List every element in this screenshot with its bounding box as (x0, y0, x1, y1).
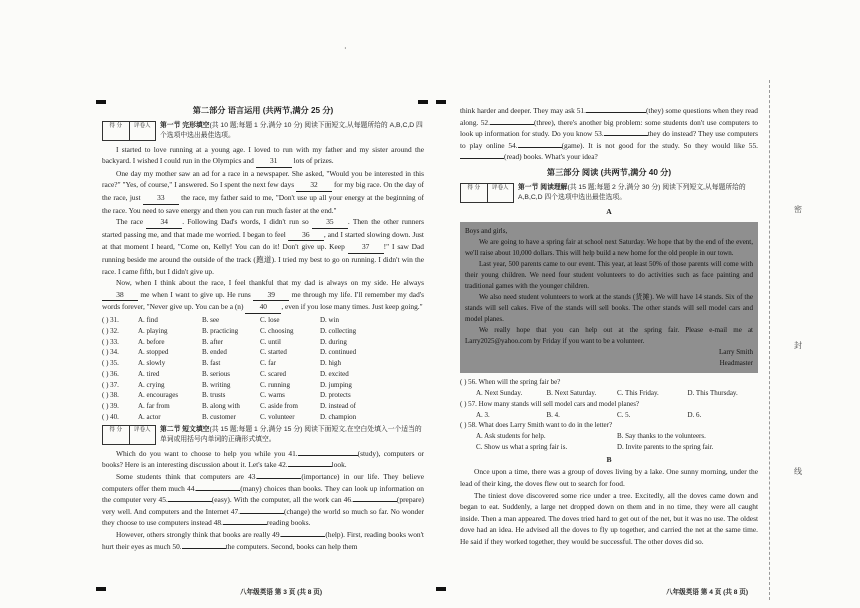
answer-blank[interactable] (288, 466, 332, 467)
option-c[interactable]: C. scared (260, 369, 287, 378)
notice-signature-name: Larry Smith (718, 348, 753, 357)
option-a[interactable]: A. find (138, 315, 158, 324)
score-label: 得 分 (103, 122, 130, 140)
question-number: ( ) 37. (102, 380, 119, 389)
section2-title: 第二部分 语言运用 (共两节,满分 25 分) (192, 106, 334, 115)
seal-mark-xian: 线 (794, 467, 802, 476)
answer-blank[interactable] (353, 501, 397, 502)
cloze-paragraph: I started to love running at a young age. I loved to run with my father and my sister around the backyard. I wished I could run in the Olympics and 31 lots of prizes. (102, 144, 424, 168)
option-d[interactable]: D. jumping (320, 380, 352, 389)
notice-paragraph: We are going to have a spring fair at school next Saturday. We hope that by the end of the event, we'll raise about 10,000 dollars. This will help build a new home for the old people in our town. (465, 238, 753, 258)
option-c[interactable]: C. choosing (260, 326, 294, 335)
registration-mark (436, 100, 446, 104)
option-c[interactable]: C. This Friday. (617, 388, 659, 397)
option-a[interactable]: A. far from (138, 402, 170, 411)
question-stem: ( ) 57. How many stands will sell model cars and model planes? (460, 399, 640, 408)
option-row (102, 337, 424, 348)
cloze-options (102, 315, 424, 423)
reading-instr-text: (共 15 题;每题 2 分,满分 30 分) 阅读下列短文,从每题所给的 A,B,C,D 四个选项中选出最佳选项。 (518, 183, 746, 201)
cloze-blank: 36 (288, 229, 324, 242)
fill-paragraph: Which do you want to choose to help you while you 41. (study), computers or books? Here is an interesting discussion about it. Let's take 42. look. (102, 448, 424, 470)
option-c[interactable]: C. started (260, 348, 287, 357)
answer-blank[interactable] (281, 536, 325, 537)
option-b[interactable]: B. trusts (202, 391, 226, 400)
option-c[interactable]: C. until (260, 337, 282, 346)
cloze-blank: 39 (253, 289, 289, 302)
passage-b-paragraph: The tiniest dove discovered some rice under a tree. Excitedly, all the doves came down and began to eat. Suddenly, a large net dropped down on them and in no time, they were all caught inside. Then a man appeared. The doves tried hard to get out of the net, but it was no use. The oldest dove had an idea. He advised all the doves to fly up together, and carried the net at the same time. He said if they worked together, they would be successful. The other doves did so. (460, 490, 758, 546)
answer-blank[interactable] (604, 135, 648, 136)
notice-greeting: Boys and girls, (465, 227, 508, 236)
option-row (102, 412, 424, 423)
left-exam-page (102, 84, 424, 584)
option-c[interactable]: C. running (260, 380, 290, 389)
cloze-paragraph: One day my mother saw an ad for a race in a newspaper. She asked, "Would you be interested in this race?" "Yes, of course," I answered. So I spent the next few days 32 for my big race. On the day of the race, just 33 the race, my father said to me, "Don't use up all your energy at the beginning of the race. You need to save energy and then you can run much faster at the end." (102, 168, 424, 215)
section3-title: 第三部分 阅读 (共两节,满分 40 分) (546, 167, 672, 177)
answer-blank[interactable] (240, 513, 284, 514)
page-footer-left: 八年级英语 第 3 页 (共 8 页) (240, 589, 323, 596)
reading-instructions (518, 183, 758, 203)
option-b[interactable]: B. customer (202, 413, 236, 422)
option-row (102, 347, 424, 358)
question-number: ( ) 33. (102, 337, 119, 346)
question-number: ( ) 31. (102, 315, 119, 324)
scan-speck: · (344, 44, 347, 53)
question-options (460, 431, 758, 442)
cloze-blank: 35 (312, 216, 348, 229)
passage-a-label: A (606, 206, 612, 216)
answer-blank[interactable] (168, 501, 212, 502)
cloze-blank: 40 (245, 301, 281, 314)
option-d[interactable]: D. instead of (320, 402, 356, 411)
fill-continuation: think harder and deeper. They may ask 51. (they) some questions when they read along. 52. (three), there's another big problem: some students don't use computers to look up information for study. Do you know 53. they do instead? They use computers to play online 54. (game). It is not good for the study. So they would like 55.(read) books. What's your idea? (460, 106, 758, 162)
option-c[interactable]: C. far (260, 359, 276, 368)
notice-paragraph: Last year, 500 parents came to our event. This year, at least 50% of those parents will come with their young children. We need four student volunteers to do activities such as face painting and traditional games with the younger children. (465, 260, 753, 291)
question-options (460, 442, 758, 453)
fill-paragraph: However, others strongly think that books are really 49. (help). First, reading books won't hurt their eyes as much 50. the computers. Second, books can help them (102, 530, 424, 551)
seal-mark-mi: 密 (794, 205, 802, 214)
question-number: ( ) 36. (102, 369, 119, 378)
option-c[interactable]: C. Show us what a spring fair is. (476, 442, 568, 451)
spring-fair-notice (460, 222, 758, 373)
option-c[interactable]: C. volunteer (260, 413, 295, 422)
cloze-passage (102, 144, 424, 314)
option-row (102, 315, 424, 326)
option-b[interactable]: B. writing (202, 380, 231, 389)
answer-blank[interactable] (490, 124, 534, 125)
grader-label: 评卷人 (491, 184, 509, 191)
answer-blank[interactable] (460, 158, 504, 159)
right-exam-page (460, 84, 758, 584)
score-label: 得 分 (103, 426, 130, 444)
option-c[interactable]: C. aside from (260, 402, 298, 411)
answer-blank[interactable] (518, 147, 562, 148)
option-b[interactable]: B. 4. (546, 410, 560, 419)
answer-blank[interactable] (223, 524, 267, 525)
option-a[interactable]: A. Ask students for help. (476, 432, 546, 441)
question-stem: ( ) 56. When will the spring fair be? (460, 378, 561, 387)
score-box (102, 121, 156, 141)
question-number: ( ) 39. (102, 402, 119, 411)
option-row (102, 369, 424, 380)
question-58 (460, 420, 758, 452)
option-d[interactable]: D. This Thursday. (687, 388, 738, 397)
option-b[interactable]: B. after (202, 337, 223, 346)
reading-header (460, 183, 758, 203)
option-a[interactable]: A. 3. (476, 410, 490, 419)
option-a[interactable]: A. playing (138, 326, 168, 335)
option-row (102, 326, 424, 337)
question-options (460, 388, 758, 399)
option-a[interactable]: A. encourages (138, 391, 179, 400)
option-d[interactable]: D. excited (320, 369, 349, 378)
answer-blank[interactable] (298, 455, 358, 456)
option-row (102, 401, 424, 412)
cloze-paragraph: The race 34 . Following Dad's words, I didn't run so 35 . Then the other runners started passing me, and that made me worried. I began to feel 36 , and I started slowing down. Just at that moment I heard, "Come on, Kelly! You can do it! Don't give up. Keep 37 !" I saw Dad running beside me around the outside of the track (跑道). I tried my best to go on running. I didn't win the race. I came fifth, but I didn't give up. (102, 217, 424, 276)
reading-heading: 第一节 阅读理解 (518, 183, 568, 191)
score-box (460, 183, 514, 203)
registration-mark (436, 587, 446, 591)
option-d[interactable]: D. collecting (320, 326, 357, 335)
option-a[interactable]: A. actor (138, 413, 161, 422)
passage-b-label: B (606, 454, 612, 464)
option-d[interactable]: D. protects (320, 391, 351, 400)
option-b[interactable]: B. fast (202, 359, 221, 368)
option-d[interactable]: D. win (320, 315, 340, 324)
cloze-blank: 38 (102, 289, 138, 302)
part1-instr-text: (共 10 题;每题 1 分,满分 10 分) 阅读下面短文,从每题所给的 A,B,C,D 四个选项中选出最佳选项。 (160, 121, 423, 139)
part2-header (102, 425, 424, 445)
option-a[interactable]: A. before (138, 337, 165, 346)
question-number: ( ) 40. (102, 413, 119, 422)
option-a[interactable]: A. tired (138, 369, 160, 378)
option-d[interactable]: D. Invite parents to the spring fair. (617, 442, 714, 451)
score-label: 得 分 (461, 184, 488, 202)
question-number: ( ) 32. (102, 326, 119, 335)
question-number: ( ) 34. (102, 348, 119, 357)
option-a[interactable]: A. slowly (138, 359, 166, 368)
registration-mark (96, 100, 106, 104)
answer-blank[interactable] (196, 490, 240, 491)
question-stem: ( ) 58. What does Larry Smith want to do in the letter? (460, 421, 613, 430)
option-d[interactable]: D. continued (320, 348, 357, 357)
registration-mark (418, 100, 428, 104)
seal-mark-feng: 封 (794, 341, 802, 350)
question-57 (460, 399, 758, 421)
option-a[interactable]: A. crying (138, 380, 165, 389)
part2-instr-text: (共 15 题;每题 1 分,满分 15 分) 阅读下面短文,在空白处填入一个适当的单词或用括号内单词的正确形式填空。 (160, 425, 422, 443)
option-b[interactable]: B. serious (202, 369, 230, 378)
answer-blank[interactable] (257, 478, 301, 479)
question-56 (460, 377, 758, 399)
cloze-blank: 32 (296, 179, 332, 192)
fill-paragraph: Some students think that computers are 43. (importance) in our life. They believe computers offer them much 44. (many) choices than books. They can look up information on the computer very 45. (easy). With the computer, all the work can 46. (prepare) very well. And computers and the Internet 47. (change) the world so much so far. No wonder they choose to use computers instead 48. reading books. (102, 472, 424, 528)
option-c[interactable]: C. warns (260, 391, 285, 400)
answer-blank[interactable] (182, 548, 226, 549)
notice-paragraph: We really hope that you can help out at the spring fair. Please e-mail me at Larry2025@yahoo.com by Friday if you want to be a volunteer. (465, 326, 753, 346)
question-number: ( ) 35. (102, 359, 119, 368)
part1-instructions (160, 121, 424, 141)
score-box (102, 425, 156, 445)
fill-passage (102, 448, 424, 552)
answer-blank[interactable] (586, 112, 646, 113)
option-row (102, 390, 424, 401)
option-d[interactable]: D. during (320, 337, 347, 346)
option-a[interactable]: A. Next Sunday. (476, 388, 523, 397)
option-d[interactable]: D. champion (320, 413, 357, 422)
option-b[interactable]: B. ended (202, 348, 227, 357)
cloze-blank: 31 (256, 155, 292, 168)
option-b[interactable]: B. see (202, 315, 220, 324)
question-options (460, 410, 758, 421)
option-row (102, 380, 424, 391)
option-b[interactable]: B. along with (202, 402, 240, 411)
grader-label: 评卷人 (133, 122, 151, 129)
option-b[interactable]: B. Next Saturday. (546, 388, 597, 397)
passage-b-paragraph: Once upon a time, there was a group of doves living by a lake. One sunny morning, under the lead of their king, the doves flew out to search for food. (460, 467, 758, 488)
part2-heading: 第二节 短文填空 (160, 425, 210, 433)
page-footer-right: 八年级英语 第 4 页 (共 8 页) (666, 589, 749, 596)
cloze-blank: 33 (143, 192, 179, 205)
cloze-blank: 37 (348, 241, 384, 254)
binding-line (769, 80, 770, 600)
option-c[interactable]: C. 5. (617, 410, 631, 419)
option-b[interactable]: B. Say thanks to the volunteers. (617, 432, 706, 441)
grader-label: 评卷人 (133, 426, 151, 433)
option-d[interactable]: D. 6. (687, 410, 702, 419)
option-a[interactable]: A. stopped (138, 348, 169, 357)
notice-paragraph: We also need student volunteers to work at the stands (货摊). We will have 14 stands. Six of the stands will sell cakes. Five of the stands will sell books. The other stands will sell model cars and model planes. (465, 293, 753, 324)
part2-instructions (160, 425, 424, 445)
question-number: ( ) 38. (102, 391, 119, 400)
option-b[interactable]: B. practicing (202, 326, 239, 335)
registration-mark (96, 587, 106, 591)
cloze-paragraph: Now, when I think about the race, I feel thankful that my dad is always on my side. He always 38 me when I want to give up. He runs 39 me through my life. I'll remember my dad's words forever, "Never give up. You can be a (n) 40 , even if you lose many times. Just keep going." (102, 277, 424, 314)
option-d[interactable]: D. high (320, 359, 341, 368)
part1-header (102, 121, 424, 141)
option-row (102, 358, 424, 369)
option-c[interactable]: C. lose (260, 315, 280, 324)
part1-heading: 第一节 完形填空 (160, 121, 210, 129)
notice-signature-title: Headmaster (719, 359, 753, 368)
cloze-blank: 34 (146, 216, 182, 229)
